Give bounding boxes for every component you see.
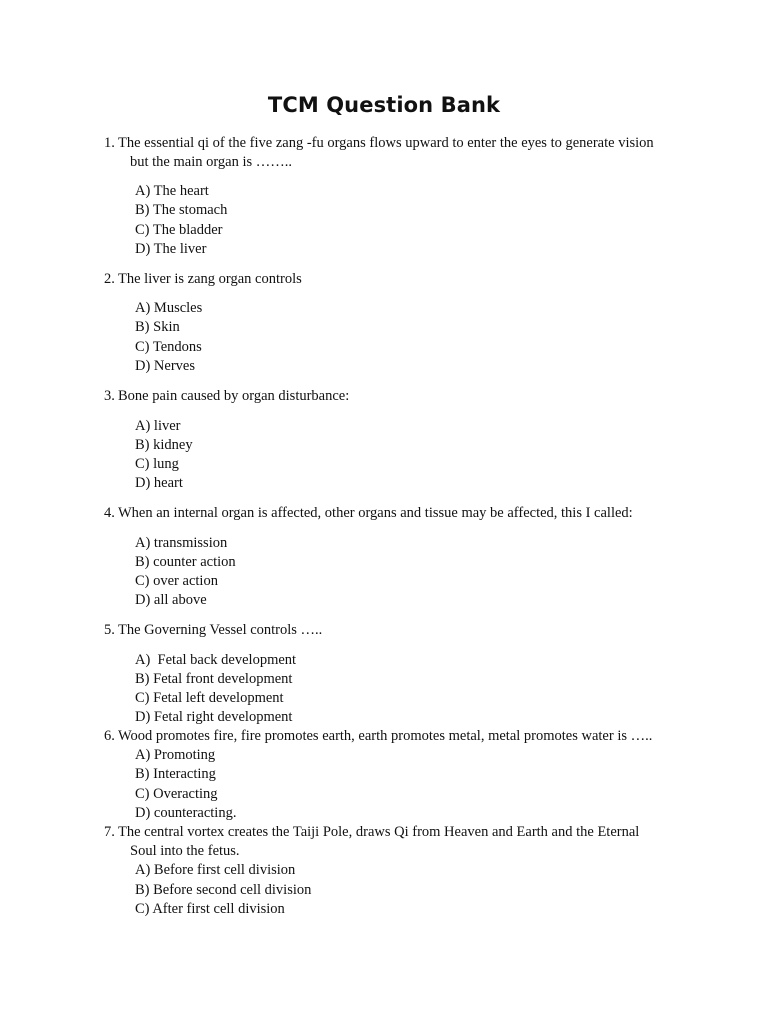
option-d: D) all above [135,592,207,608]
option-c: C) Overacting [135,786,218,802]
option-c: C) Tendons [135,339,202,355]
question-text: Wood promotes fire, fire promotes earth, earth promotes metal, metal promotes water is ….. [118,728,653,744]
question-text-continued: Soul into the fetus. [130,843,240,859]
question-number: 3. [104,388,115,404]
page-title: TCM Question Bank [267,93,501,117]
question-text: The essential qi of the five zang -fu organs flows upward to enter the eyes to generate vision [118,135,654,151]
option-b: B) Before second cell division [135,882,312,898]
question-number: 7. [104,824,115,840]
option-c: C) Fetal left development [135,690,284,706]
option-a: A) Fetal back development [135,652,297,668]
question-number: 6. [104,728,115,744]
option-b: B) kidney [135,437,193,453]
option-b: B) Fetal front development [135,671,293,687]
option-b: B) Skin [135,319,180,335]
question-1 [104,134,654,170]
question-text: The liver is zang organ controls [118,271,302,287]
question-7 [104,823,640,859]
option-b: B) counter action [135,554,236,570]
question-5 [104,621,322,640]
question-text: Bone pain caused by organ disturbance: [118,388,350,404]
option-c: C) After first cell division [135,901,285,917]
question-text: The central vortex creates the Taiji Pole, draws Qi from Heaven and Earth and the Eternal [118,824,640,840]
option-c: C) over action [135,573,218,589]
option-a: A) Promoting [135,747,216,763]
option-d: D) The liver [135,241,207,257]
question-text: The Governing Vessel controls ….. [118,622,323,638]
question-text-continued: but the main organ is …….. [130,154,293,170]
question-text: When an internal organ is affected, other organs and tissue may be affected, this I called: [118,505,633,521]
option-b: B) Interacting [135,766,216,782]
option-a: A) Before first cell division [135,862,296,878]
option-c: C) The bladder [135,222,223,238]
option-d: D) heart [135,475,183,491]
question-6 [104,727,652,746]
option-d: D) Fetal right development [135,709,293,725]
question-number: 4. [104,505,115,521]
option-a: A) The heart [135,183,209,199]
option-b: B) The stomach [135,202,228,218]
option-d: D) Nerves [135,358,195,374]
question-number: 2. [104,271,115,287]
option-a: A) transmission [135,535,228,551]
option-d: D) counteracting. [135,805,237,821]
option-a: A) liver [135,418,181,434]
question-4 [104,504,633,523]
question-2 [104,270,302,289]
question-3 [104,387,349,406]
option-c: C) lung [135,456,179,472]
question-number: 1. [104,135,115,151]
option-a: A) Muscles [135,300,203,316]
question-number: 5. [104,622,115,638]
